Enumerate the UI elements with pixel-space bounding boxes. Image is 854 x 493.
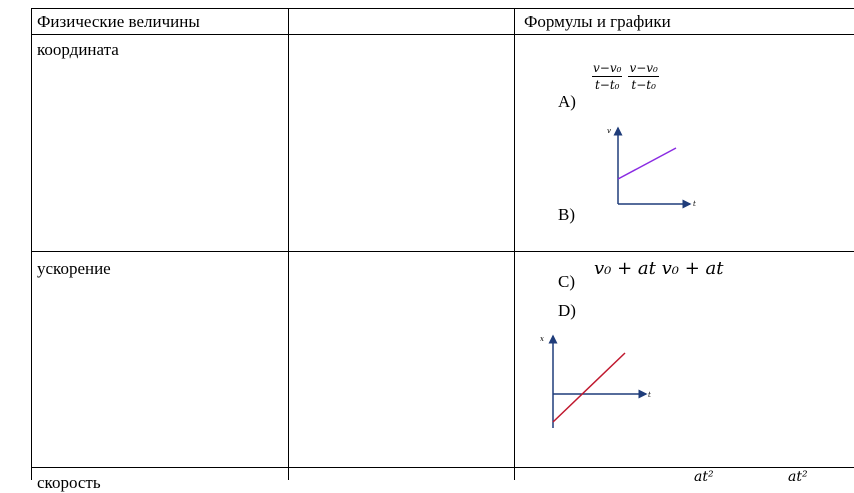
header-formulas: Формулы и графики <box>524 12 671 31</box>
header-quantities: Физические величины <box>37 12 200 31</box>
column-divider-1 <box>288 8 289 480</box>
option-a-label: A) <box>558 92 576 111</box>
y-axis-label: v <box>607 127 611 135</box>
graph-line <box>618 148 676 179</box>
partial-formula-1: at² <box>694 469 714 485</box>
quantity-velocity: скорость <box>37 473 101 492</box>
column-divider-2 <box>514 8 515 480</box>
graph-line <box>553 353 625 422</box>
table-border-left <box>31 8 32 480</box>
row-divider-1 <box>31 251 854 252</box>
partial-formula-2: at² <box>788 469 808 485</box>
quantity-acceleration: ускорение <box>37 259 111 278</box>
row-divider-2 <box>31 467 854 468</box>
option-d-label: D) <box>558 301 576 320</box>
y-axis-label: x <box>540 335 544 343</box>
x-axis-label: t <box>648 391 651 399</box>
option-c-formula: v₀ + at v₀ + at <box>594 258 724 279</box>
matching-table <box>31 8 854 492</box>
fraction-1: $\frac{\text{v−v₀}}{\text{t−t₀}}$ <box>593 61 622 92</box>
quantity-coordinate: координата <box>37 40 119 59</box>
header-divider <box>31 34 854 35</box>
graph-velocity-time <box>600 124 700 214</box>
graph-coordinate-time <box>538 332 658 432</box>
option-c-label: C) <box>558 272 575 291</box>
option-a-formula <box>592 62 665 92</box>
x-axis-label: t <box>693 200 696 208</box>
option-b-label: B) <box>558 205 575 224</box>
fraction-2: $\frac{\text{v−v₀}}{\text{t−t₀}}$ <box>629 61 658 92</box>
table-border-top <box>31 8 854 9</box>
